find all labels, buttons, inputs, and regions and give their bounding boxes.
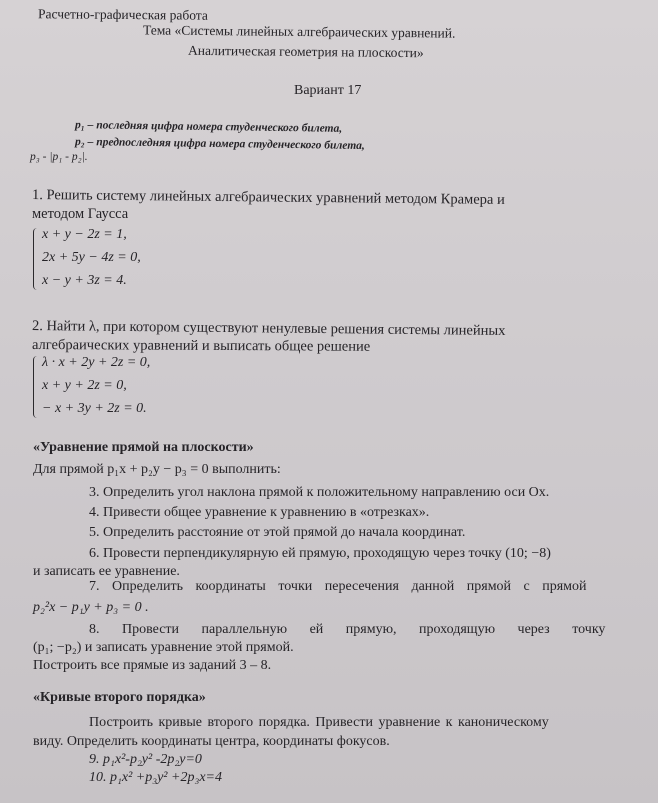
task8-text-line-1: 8. Провести параллельную ей прямую, проходящую через точку [89,622,606,637]
curves-text-line-2: виду. Определить координаты центра, координаты фокусов. [33,734,390,749]
curves-text-line-1: Построить кривые второго порядка. Привести уравнение к каноническому [89,715,549,730]
build-all-lines: Построить все прямые из заданий 3 – 8. [33,658,272,673]
task6-text-line-2: и записать ее уравнение. [33,564,180,579]
section-heading-curves: «Кривые второго порядка» [33,690,206,705]
line-intro: Для прямой p₁x + p₂y − p₃ = 0 выполнить: [33,462,281,477]
system-brace [33,356,40,418]
task9-equation: 9. p₁x²-p₂y² -2p₂y=0 [89,752,202,767]
task8-text-line-2: (p₁; −p₂) и записать уравнение этой прямой. [33,640,294,655]
task1-equation-1: x + y − 2z = 1, [42,227,127,242]
task3-text: 3. Определить угол наклона прямой к положительному направлению оси Ox. [89,485,550,500]
task2-equation-3: − x + 3y + 2z = 0. [42,401,147,416]
task1-equation-2: 2x + 5y − 4z = 0, [42,250,141,265]
task1-text-line-2: методом Гаусса [32,206,129,222]
task2-text-line-1: 2. Найти λ, при котором существуют ненулевые решения системы линейных [31,318,506,339]
definition-p3: p₃ - |p₁ - p₂|. [30,151,88,163]
definition-p1: p₁ – последняя цифра номера студенческого билета, [74,119,343,135]
system-brace [33,228,40,290]
task2-equation-2: x + y + 2z = 0, [42,378,127,393]
task1-text-line-1: 1. Решить систему линейных алгебраических уравнений методом Крамера и [31,187,505,208]
task2-text-line-2: алгебраических уравнений и выписать общее решение [31,337,371,355]
task10-equation: 10. p₁x² +p₃y² +2p₃x=4 [89,770,222,785]
task7-equation: p₂²x − p₁y + p₃ = 0 . [33,600,149,615]
task4-text: 4. Привести общее уравнение к уравнению в «отрезках». [89,505,430,520]
variant-label: Вариант 17 [294,83,362,98]
topic-line-2: Аналитическая геометрия на плоскости» [187,42,424,61]
definition-p2: p₂ – предпоследняя цифра номера студенческого билета, [74,135,365,153]
task2-equation-1: λ · x + 2y + 2z = 0, [42,355,151,370]
topic-line-1: Тема «Системы линейных алгебраических уравнений. [142,22,456,41]
task6-text-line-1: 6. Провести перпендикулярную ей прямую, проходящую через точку (10; −8) [89,546,551,561]
task5-text: 5. Определить расстояние от этой прямой до начала координат. [89,525,466,540]
work-type: Расчетно-графическая работа [37,6,208,23]
section-heading-line: «Уравнение прямой на плоскости» [33,440,254,455]
task1-equation-3: x − y + 3z = 4. [42,273,127,288]
task7-text-line-1: 7. Определить координаты точки пересечения данной прямой с прямой [89,579,587,594]
